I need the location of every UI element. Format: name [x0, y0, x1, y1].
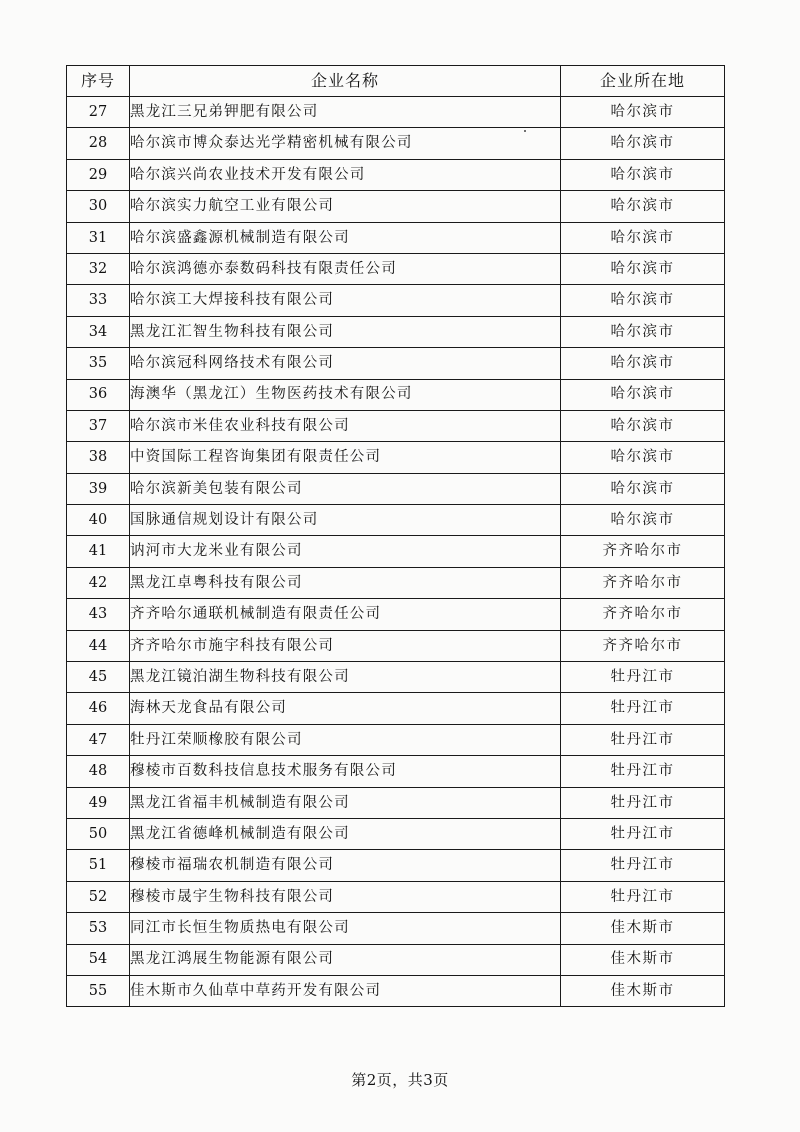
row-serial-number: 50: [67, 818, 130, 849]
table-row: [67, 410, 725, 441]
table-row: [67, 630, 725, 661]
table-row: [67, 285, 725, 316]
row-enterprise-location: 齐齐哈尔市: [561, 630, 725, 661]
row-enterprise-name: 穆棱市福瑞农机制造有限公司: [130, 850, 561, 881]
table-row: [67, 473, 725, 504]
row-serial-number: 29: [67, 159, 130, 190]
row-enterprise-location: 牡丹江市: [561, 693, 725, 724]
row-serial-number: 37: [67, 410, 130, 441]
row-serial-number: 27: [67, 97, 130, 128]
table-row: [67, 222, 725, 253]
row-enterprise-location: 哈尔滨市: [561, 285, 725, 316]
table-row: [67, 97, 725, 128]
row-enterprise-location: 齐齐哈尔市: [561, 536, 725, 567]
row-serial-number: 43: [67, 599, 130, 630]
row-enterprise-name: 哈尔滨市米佳农业科技有限公司: [130, 410, 561, 441]
row-enterprise-name: 海澳华（黑龙江）生物医药技术有限公司: [130, 379, 561, 410]
row-enterprise-name: 同江市长恒生物质热电有限公司: [130, 913, 561, 944]
row-enterprise-name: 牡丹江荣顺橡胶有限公司: [130, 724, 561, 755]
table-row: [67, 662, 725, 693]
row-enterprise-location: 牡丹江市: [561, 818, 725, 849]
row-enterprise-name: 齐齐哈尔通联机械制造有限责任公司: [130, 599, 561, 630]
row-serial-number: 53: [67, 913, 130, 944]
row-enterprise-name: 黑龙江三兄弟钾肥有限公司: [130, 97, 561, 128]
row-enterprise-name: 黑龙江卓粤科技有限公司: [130, 567, 561, 598]
table-row: [67, 693, 725, 724]
row-serial-number: 34: [67, 316, 130, 347]
row-serial-number: 52: [67, 881, 130, 912]
row-enterprise-location: 齐齐哈尔市: [561, 567, 725, 598]
row-serial-number: 55: [67, 975, 130, 1006]
table-row: [67, 975, 725, 1006]
row-enterprise-name: 齐齐哈尔市施宇科技有限公司: [130, 630, 561, 661]
row-serial-number: 35: [67, 348, 130, 379]
row-enterprise-name: 哈尔滨兴尚农业技术开发有限公司: [130, 159, 561, 190]
header-enterprise-name: 企业名称: [130, 66, 561, 97]
table-row: [67, 787, 725, 818]
row-enterprise-location: 哈尔滨市: [561, 410, 725, 441]
row-enterprise-name: 穆棱市晟宇生物科技有限公司: [130, 881, 561, 912]
row-enterprise-location: 牡丹江市: [561, 881, 725, 912]
table-row: [67, 944, 725, 975]
row-serial-number: 48: [67, 756, 130, 787]
row-enterprise-name: 黑龙江省德峰机械制造有限公司: [130, 818, 561, 849]
row-enterprise-location: 哈尔滨市: [561, 191, 725, 222]
table-row: [67, 348, 725, 379]
row-serial-number: 51: [67, 850, 130, 881]
row-enterprise-location: 哈尔滨市: [561, 316, 725, 347]
row-enterprise-name: 中资国际工程咨询集团有限责任公司: [130, 442, 561, 473]
row-enterprise-name: 哈尔滨新美包装有限公司: [130, 473, 561, 504]
table-row: [67, 159, 725, 190]
row-serial-number: 42: [67, 567, 130, 598]
row-enterprise-name: 哈尔滨鸿德亦泰数码科技有限责任公司: [130, 253, 561, 284]
row-enterprise-name: 黑龙江镜泊湖生物科技有限公司: [130, 662, 561, 693]
row-serial-number: 31: [67, 222, 130, 253]
row-serial-number: 28: [67, 128, 130, 159]
scan-speck: [524, 130, 526, 132]
row-enterprise-name: 哈尔滨实力航空工业有限公司: [130, 191, 561, 222]
table-row: [67, 567, 725, 598]
row-serial-number: 33: [67, 285, 130, 316]
table-row: [67, 316, 725, 347]
row-enterprise-name: 黑龙江省福丰机械制造有限公司: [130, 787, 561, 818]
row-enterprise-location: 佳木斯市: [561, 975, 725, 1006]
row-enterprise-location: 哈尔滨市: [561, 159, 725, 190]
table-row: [67, 191, 725, 222]
enterprise-table: [66, 65, 725, 1007]
row-enterprise-location: 哈尔滨市: [561, 222, 725, 253]
table-row: [67, 724, 725, 755]
table-row: [67, 599, 725, 630]
header-serial-number: 序号: [67, 66, 130, 97]
row-enterprise-location: 牡丹江市: [561, 756, 725, 787]
table-body: [67, 97, 725, 1007]
table-row: [67, 379, 725, 410]
row-enterprise-location: 哈尔滨市: [561, 442, 725, 473]
row-enterprise-name: 黑龙江鸿展生物能源有限公司: [130, 944, 561, 975]
row-serial-number: 46: [67, 693, 130, 724]
row-enterprise-location: 佳木斯市: [561, 944, 725, 975]
table-row: [67, 881, 725, 912]
table-row: [67, 505, 725, 536]
row-serial-number: 36: [67, 379, 130, 410]
row-enterprise-location: 哈尔滨市: [561, 128, 725, 159]
row-serial-number: 40: [67, 505, 130, 536]
row-enterprise-location: 佳木斯市: [561, 913, 725, 944]
row-enterprise-location: 牡丹江市: [561, 787, 725, 818]
table-row: [67, 253, 725, 284]
table-row: [67, 913, 725, 944]
table-row: [67, 536, 725, 567]
row-enterprise-name: 哈尔滨冠科网络技术有限公司: [130, 348, 561, 379]
table-row: [67, 128, 725, 159]
row-enterprise-location: 牡丹江市: [561, 724, 725, 755]
row-serial-number: 38: [67, 442, 130, 473]
row-enterprise-name: 哈尔滨盛鑫源机械制造有限公司: [130, 222, 561, 253]
row-enterprise-name: 哈尔滨工大焊接科技有限公司: [130, 285, 561, 316]
row-enterprise-name: 哈尔滨市博众泰达光学精密机械有限公司: [130, 128, 561, 159]
row-enterprise-location: 哈尔滨市: [561, 473, 725, 504]
table-row: [67, 756, 725, 787]
row-enterprise-location: 哈尔滨市: [561, 379, 725, 410]
table-header-row: [67, 66, 725, 97]
row-enterprise-location: 牡丹江市: [561, 662, 725, 693]
row-enterprise-location: 哈尔滨市: [561, 97, 725, 128]
row-enterprise-name: 穆棱市百数科技信息技术服务有限公司: [130, 756, 561, 787]
row-enterprise-location: 哈尔滨市: [561, 505, 725, 536]
row-enterprise-name: 黑龙江汇智生物科技有限公司: [130, 316, 561, 347]
row-serial-number: 30: [67, 191, 130, 222]
page-number: 第2页，共3页: [351, 1071, 449, 1089]
row-enterprise-location: 哈尔滨市: [561, 348, 725, 379]
row-enterprise-name: 国脉通信规划设计有限公司: [130, 505, 561, 536]
table-row: [67, 818, 725, 849]
row-serial-number: 47: [67, 724, 130, 755]
table-row: [67, 850, 725, 881]
row-enterprise-name: 海林天龙食品有限公司: [130, 693, 561, 724]
row-serial-number: 54: [67, 944, 130, 975]
table-row: [67, 442, 725, 473]
row-serial-number: 39: [67, 473, 130, 504]
row-enterprise-location: 齐齐哈尔市: [561, 599, 725, 630]
row-serial-number: 45: [67, 662, 130, 693]
row-serial-number: 32: [67, 253, 130, 284]
row-enterprise-location: 哈尔滨市: [561, 253, 725, 284]
header-enterprise-location: 企业所在地: [561, 66, 725, 97]
row-enterprise-name: 佳木斯市久仙草中草药开发有限公司: [130, 975, 561, 1006]
row-serial-number: 44: [67, 630, 130, 661]
row-enterprise-name: 讷河市大龙米业有限公司: [130, 536, 561, 567]
row-enterprise-location: 牡丹江市: [561, 850, 725, 881]
row-serial-number: 41: [67, 536, 130, 567]
row-serial-number: 49: [67, 787, 130, 818]
